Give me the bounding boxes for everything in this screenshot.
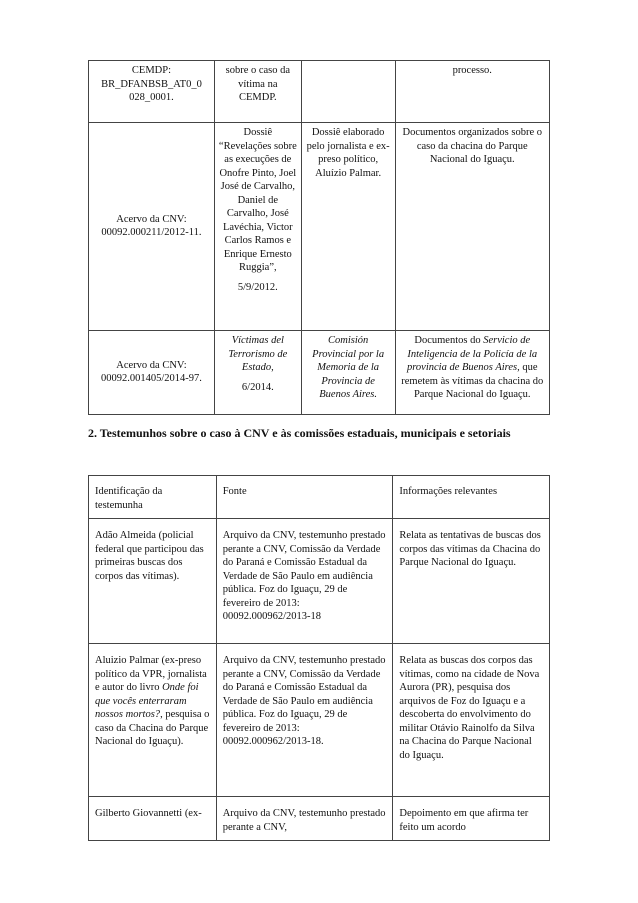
source-cell: Arquivo da CNV, testemunho prestado perante a CNV, Comissão da Verdade do Paraná e Comissão Estadual da Verdade de São Paulo em audiência pública. Foz do Iguaçu, 29 de fevereiro de 2013: 00092.000962/2013-18 — [216, 519, 393, 644]
table-row — [89, 797, 550, 841]
witness-text: Aluizio Palmar (ex-preso político da VPR, jornalista e autor do livro — [95, 655, 207, 693]
witness-text: , pesquisa o caso da Chacina do Parque Nacional do Iguaçu). — [95, 709, 210, 747]
source-cell: Arquivo da CNV, testemunho prestado perante a CNV, Comissão da Verdade do Paraná e Comissão Estadual da Verdade de São Paulo em audiência pública. Foz do Iguaçu, 29 de fevereiro de 2013: 00092.000962/2013-18. — [216, 644, 393, 797]
table-row — [89, 519, 550, 644]
document-description-cell: processo. — [395, 61, 549, 123]
table-row — [89, 61, 550, 123]
document-title-cell — [214, 331, 301, 415]
source-cell: Arquivo da CNV, testemunho prestado perante a CNV, — [216, 797, 393, 841]
info-cell: Relata as buscas dos corpos das vítimas, como na cidade de Nova Aurora (PR), pesquisa dos arquivos de Foz do Iguaçu e a descoberta do envolvimento do militar Otávio Rainolfo da Silva na Chacina do Parque Nacional do Iguaçu. — [393, 644, 550, 797]
witness-cell: Adão Almeida (policial federal que participou das primeiras buscas dos corpos das vítimas). — [89, 519, 217, 644]
description-italic-text: Servicio de Inteligencia de la Policía de la provincia de Buenos Aires, — [406, 335, 538, 373]
document-id-cell: CEMDP: BR_DFANBSB_AT0_0 028_0001. — [89, 61, 215, 123]
document-author-cell: Comisión Provincial por la Memoria de la Provincia de Buenos Aires. — [301, 331, 395, 415]
document-title: Víctimas del Terrorismo de Estado, — [228, 335, 288, 373]
document-date: 5/9/2012. — [237, 281, 278, 293]
document-title-cell: sobre o caso da vítima na CEMDP. — [214, 61, 301, 123]
document-id-cell: Acervo da CNV: 00092.001405/2014-97. — [89, 331, 215, 415]
document-author-cell: Dossiê elaborado pelo jornalista e ex-preso político, Aluízio Palmar. — [301, 123, 395, 331]
document-date: 6/2014. — [241, 381, 274, 393]
document-description-cell — [395, 331, 549, 415]
section-heading: 2. Testemunhos sobre o caso à CNV e às comissões estaduais, municipais e setoriais — [88, 426, 511, 440]
table-row — [89, 331, 550, 415]
description-text: que remetem às vítimas da chacina do Parque Nacional do Iguaçu. — [401, 362, 544, 400]
info-cell: Relata as tentativas de buscas dos corpos das vítimas da Chacina do Parque Nacional do Iguaçu. — [393, 519, 550, 644]
column-header-witness: Identificação da testemunha — [89, 476, 217, 519]
document-title: Dossiê “Revelações sobre as execuções de Onofre Pinto, Joel José de Carvalho, Daniel de Carvalho, José Lavéchia, Victor Carlos Ramos e Enrique Ernesto Ruggia”, — [218, 127, 297, 273]
book-title: Onde foi que vocês enterraram nossos mortos? — [95, 682, 199, 720]
column-header-source: Fonte — [216, 476, 393, 519]
witness-cell — [89, 644, 217, 797]
testimonies-table — [88, 475, 550, 841]
documents-table — [88, 60, 550, 415]
table-header-row — [89, 476, 550, 519]
witness-cell: Gilberto Giovannetti (ex- — [89, 797, 217, 841]
document-author-cell — [301, 61, 395, 123]
document-id-cell: Acervo da CNV: 00092.000211/2012-11. — [89, 123, 215, 331]
column-header-info: Informações relevantes — [393, 476, 550, 519]
table-row — [89, 644, 550, 797]
document-description-cell: Documentos organizados sobre o caso da chacina do Parque Nacional do Iguaçu. — [395, 123, 549, 331]
description-text: Documentos do — [414, 335, 484, 346]
table-row — [89, 123, 550, 331]
document-title-cell — [214, 123, 301, 331]
info-cell: Depoimento em que afirma ter feito um acordo — [393, 797, 550, 841]
